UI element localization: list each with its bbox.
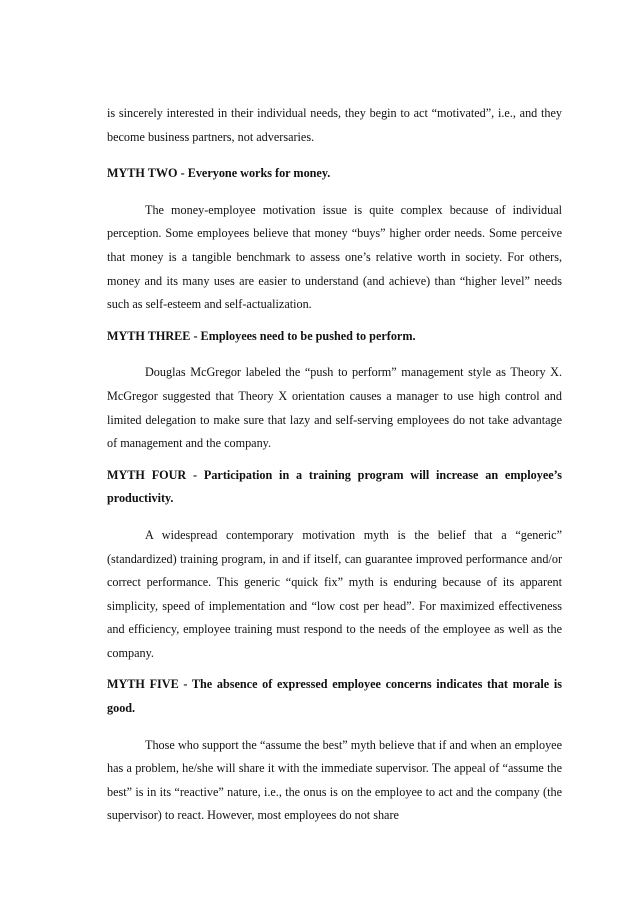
myth-three-paragraph: Douglas McGregor labeled the “push to perform” management style as Theory X. McGregor suggested that Theory X orientation causes a manager to use high control and limited delegation to make sure that lazy and self-serving employees do not take advantage of management and the company. xyxy=(107,365,562,451)
myth-four-heading: MYTH FOUR - Participation in a training program will increase an employee’s productivity. xyxy=(107,467,562,506)
document-page xyxy=(107,102,562,828)
myth-three-heading: MYTH THREE - Employees need to be pushed to perform. xyxy=(107,328,416,343)
myth-two-heading: MYTH TWO - Everyone works for money. xyxy=(107,166,331,181)
myth-four-paragraph: A widespread contemporary motivation myth is the belief that a “generic” (standardized) training program, in and if itself, can guarantee improved performance and/or correct performance. This generic “quick fix” myth is enduring because of its apparent simplicity, speed of implementation and “low cost per head”. For maximized effectiveness and efficiency, employee training must respond to the needs of the employee as well as the company. xyxy=(107,527,562,660)
myth-five-paragraph: Those who support the “assume the best” myth believe that if and when an employee has a problem, he/she will share it with the immediate supervisor. The appeal of “assume the best” is in its “reactive” nature, i.e., the onus is on the employee to act and the company (the supervisor) to react. However, most employees do not share xyxy=(107,737,562,823)
intro-continued-paragraph: is sincerely interested in their individual needs, they begin to act “motivated”, i.e., and they become business partners, not adversaries. xyxy=(107,106,562,144)
myth-five-heading: MYTH FIVE - The absence of expressed employee concerns indicates that morale is good. xyxy=(107,677,562,716)
myth-two-paragraph: The money-employee motivation issue is quite complex because of individual perception. Some employees believe that money “buys” higher order needs. Some perceive that money is a tangible benchmark to assess one’s relative worth in society. For others, money and its many uses are easier to understand (and achieve) than “higher level” needs such as self-esteem and self-actualization. xyxy=(107,202,562,312)
